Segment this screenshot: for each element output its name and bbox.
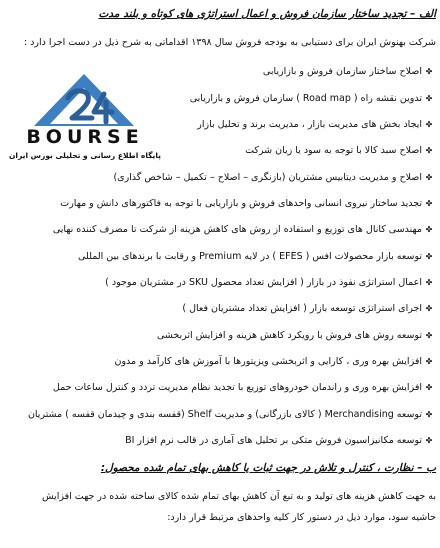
section-b-heading: ب – نظارت ، کنترل و تلاش در جهت ثبات یا کاهش بهای تمام شده محصول: (100, 462, 436, 474)
section-b-line-1: به جهت کاهش هزینه های تولید و به تبع آن کاهش بهای تمام شده کالای ساخته شده در جهت افزایش (41, 491, 436, 502)
list-item-text: اجرای استراتژی توسعه بازار ( افزایش تعداد مشتریان فعال ) (182, 303, 422, 314)
list-item (4, 277, 434, 288)
list-item (4, 251, 434, 262)
bullet-icon: ✤ (425, 94, 433, 103)
list-item (4, 330, 434, 341)
list-item-text: اصلاح سبد کالا با توجه به سود یا زیان شرکت (245, 145, 422, 156)
list-item (4, 198, 434, 209)
bullet-icon: ✤ (425, 67, 433, 76)
logo-brand-text: BOURSE (26, 126, 144, 148)
bullet-icon: ✤ (425, 410, 433, 419)
logo-tagline: پایگاه اطلاع رسانی و تحلیلی بورس ایران (9, 151, 161, 160)
list-item-text: اعمال استراتژی نفوذ در بازار ( افزایش تعداد محصول SKU در مشتریان موجود ) (105, 277, 422, 288)
list-item (4, 382, 434, 393)
list-item-text: تدوین نقشه راه ( Road map ) سازمان فروش و بازاریابی (189, 93, 422, 104)
bullet-icon: ✤ (425, 278, 433, 287)
section-b-line-2: حاشیه سود، موارد ذیل در دستور کار کلیه واحدهای مرتبط قرار دارد: (167, 512, 436, 523)
bourse-logo (6, 72, 162, 184)
list-item (4, 435, 434, 446)
bullet-icon: ✤ (425, 146, 433, 155)
bullet-icon: ✤ (425, 383, 433, 392)
section-a-heading: الف – تجدید ساختار سازمان فروش و اعمال استراتژی های کوتاه و بلند مدت (98, 8, 436, 20)
bullet-icon: ✤ (425, 436, 433, 445)
list-item-text: مهندسی کانال های توزیع و استفاده از روش های کاهش هزینه از شرکت تا مصرف کننده نهایی (52, 224, 422, 235)
list-item-text: اصلاح و مدیریت دیتابیس مشتریان (بازنگری – اصلاح – تکمیل – شاخص گذاری) (113, 172, 422, 183)
bullet-icon: ✤ (425, 304, 433, 313)
bullet-icon: ✤ (425, 331, 433, 340)
list-item-text: توسعه Merchandising ( کالای بازرگانی) و مدیریت Shelf (قفسه بندی و چیدمان قفسه ) مشتریان (27, 409, 422, 420)
list-item-text: افزایش بهره وری و راندمان خودروهای توزیع با تجدید نظام مدیریت تردد و کنترل ساعات حمل (52, 382, 422, 393)
list-item-text: توسعه بازار محصولات افس ( EFES ) در لایه Premium و رقابت با برندهای بین المللی (78, 251, 422, 262)
list-item (4, 224, 434, 235)
bullet-icon: ✤ (425, 252, 433, 261)
list-item-text: افزایش بهره وری ، کارایی و اثربخشی ویزیتورها با آموزش های کارآمد و مدون (114, 356, 422, 367)
section-a-intro: شرکت بهنوش ایران برای دستیابی به بودجه فروش سال ۱۳۹۸ اقداماتی به شرح ذیل در دست اجرا دارد : (23, 37, 436, 48)
bullet-icon: ✤ (425, 225, 433, 234)
list-item-text: توسعه مکانیزاسیون فروش متکی بر تحلیل های آماری در قالب نرم افزار BI (125, 435, 422, 446)
bullet-icon: ✤ (425, 173, 433, 182)
list-item (4, 303, 434, 314)
list-item-text: ایجاد بخش های مدیریت بازار ، مدیریت برند و تحلیل بازار (197, 119, 422, 130)
list-item-text: اصلاح ساختار سازمان فروش و بازاریابی (262, 66, 422, 77)
list-item (4, 409, 434, 420)
list-item-text: توسعه روش های فروش با رویکرد کاهش هزینه و افزایش اثربخشی (156, 330, 422, 341)
bullet-icon: ✤ (425, 120, 433, 129)
list-item (4, 356, 434, 367)
bullet-icon: ✤ (425, 199, 433, 208)
bullet-icon: ✤ (425, 357, 433, 366)
bourse-mark-icon (6, 72, 162, 128)
list-item-text: تجدید ساختار نیروی انسانی واحدهای فروش و بازاریابی با توجه به فاکتورهای دانش و مهارت (60, 198, 422, 209)
